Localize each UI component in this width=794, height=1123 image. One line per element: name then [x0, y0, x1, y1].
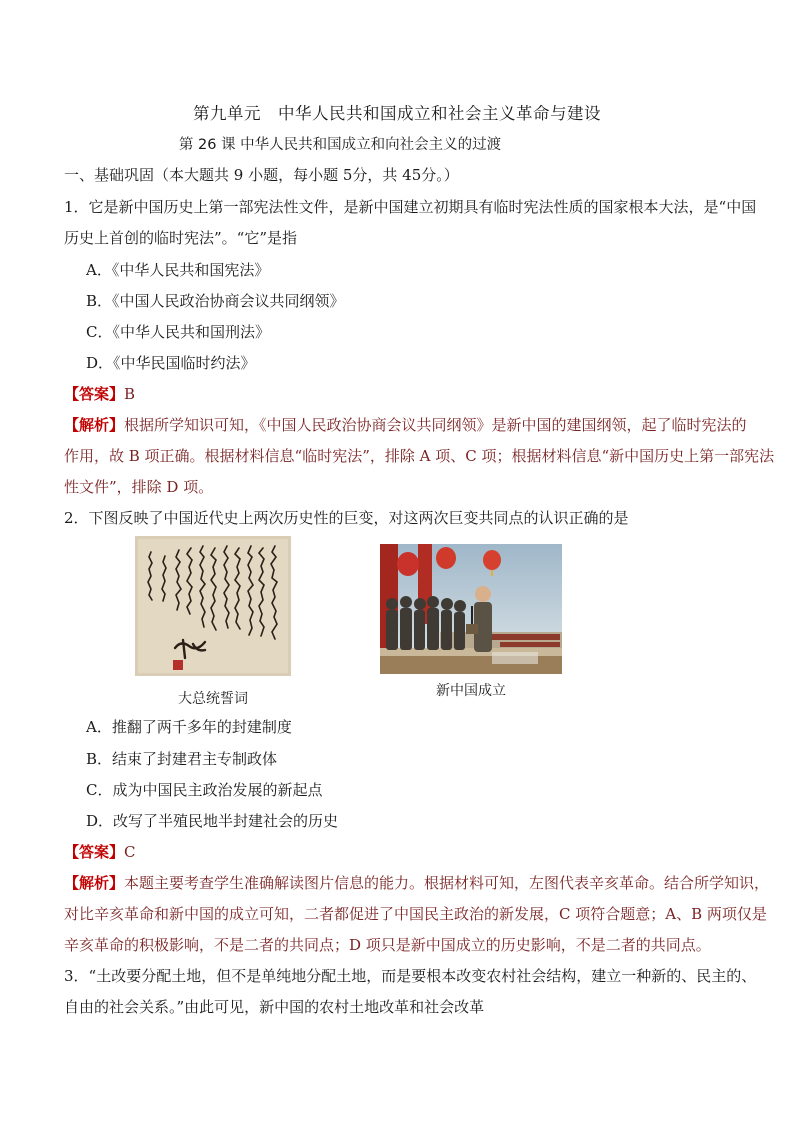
q2-option-c: C．成为中国民主政治发展的新起点 — [86, 781, 323, 799]
q1-analysis-line1 — [64, 415, 747, 435]
analysis-text: 根据所学知识可知，《中国人民政治协商会议共同纲领》是新中国的建国纲领，起了临时宪法的 — [124, 416, 747, 434]
q3-stem-line2: 自由的社会关系。”由此可见，新中国的农村土地改革和社会改革 — [64, 998, 485, 1016]
caption-founding: 新中国成立 — [436, 683, 506, 699]
analysis-text: 本题主要考查学生准确解读图片信息的能力。根据材料可知，左图代表辛亥革命。结合所学知识， — [124, 874, 770, 892]
q2-answer — [64, 842, 734, 862]
q2-option-b: B．结束了封建君主专制政体 — [86, 750, 278, 768]
answer-value: B — [124, 385, 136, 403]
oath-manuscript-image — [135, 536, 291, 676]
analysis-tag: 【解析】 — [64, 874, 125, 892]
q2-option-d: D．改写了半殖民地半封建社会的历史 — [86, 812, 339, 830]
answer-tag: 【答案】 — [64, 385, 125, 403]
founding-ceremony-image — [380, 544, 562, 674]
q2-analysis-line3: 辛亥革命的积极影响，不是二者的共同点；D 项只是新中国成立的历史影响，不是二者的共同点。 — [64, 936, 711, 954]
oath-manuscript-illustration — [135, 536, 291, 676]
q2-analysis-line2: 对比辛亥革命和新中国的成立可知，二者都促进了中国民主政治的新发展，C 项符合题意；A、B 两项仅是 — [64, 905, 767, 923]
q1-option-c: C．《中华人民共和国刑法》 — [86, 323, 270, 341]
answer-tag: 【答案】 — [64, 843, 125, 861]
q1-stem-line2: 历史上首创的临时宪法”。“它”是指 — [64, 229, 298, 247]
founding-ceremony-illustration — [380, 544, 562, 674]
unit-title: 第九单元 中华人民共和国成立和社会主义革命与建设 — [193, 104, 601, 123]
q1-option-b: B．《中国人民政治协商会议共同纲领》 — [86, 292, 345, 310]
section-heading: 一、基础巩固（本大题共 9 小题，每小题 5分，共 45分。） — [64, 166, 459, 184]
caption-oath: 大总统誓词 — [178, 691, 248, 707]
lesson-title: 第 26 课 中华人民共和国成立和向社会主义的过渡 — [178, 137, 502, 153]
answer-value: C — [124, 843, 136, 861]
q2-option-a: A．推翻了两千多年的封建制度 — [86, 718, 292, 736]
analysis-tag: 【解析】 — [64, 416, 125, 434]
q2-stem: 2．下图反映了中国近代史上两次历史性的巨变，对这两次巨变共同点的认识正确的是 — [64, 509, 629, 527]
q1-stem-line1: 1．它是新中国历史上第一部宪法性文件，是新中国建立初期具有临时宪法性质的国家根本大法，是“中国 — [64, 198, 757, 216]
q1-analysis-line3: 性文件”，排除 D 项。 — [64, 478, 214, 496]
q3-stem-line1: 3．“土改要分配土地，但不是单纯地分配土地，而是要根本改变农村社会结构，建立一种新的、民主的、 — [64, 967, 757, 985]
q1-option-a: A．《中华人民共和国宪法》 — [86, 261, 270, 279]
q1-answer — [64, 384, 734, 404]
q2-analysis-line1 — [64, 873, 770, 893]
q1-analysis-line2: 作用，故 B 项正确。根据材料信息“临时宪法”，排除 A 项、C 项；根据材料信息“新中国历史上第一部宪法 — [64, 447, 775, 465]
q1-option-d: D．《中华民国临时约法》 — [86, 354, 256, 372]
